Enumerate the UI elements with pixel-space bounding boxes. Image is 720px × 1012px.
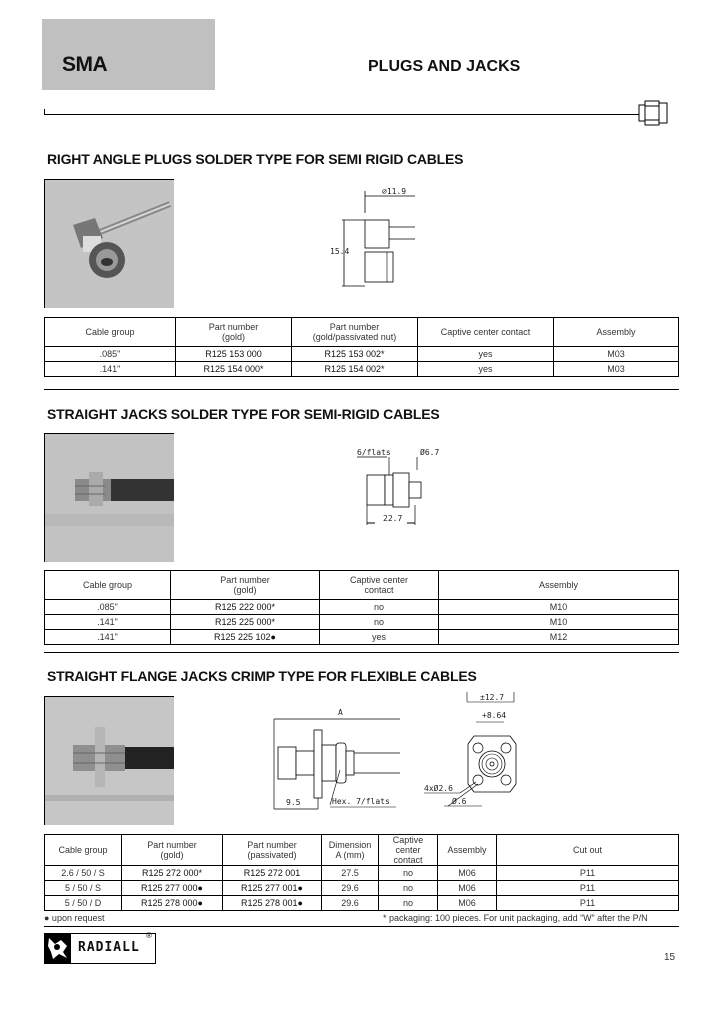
cell-part-number: R125 225 000* <box>171 615 320 630</box>
cell-dimension: 27.5 <box>322 866 379 881</box>
col-cable-group: Cable group <box>45 835 122 866</box>
cell-cut-out: P11 <box>497 881 679 896</box>
cell-captive: no <box>320 600 439 615</box>
cell-cable-group: .085" <box>45 347 176 362</box>
table-row <box>45 881 679 896</box>
col-assembly: Assembly <box>439 571 679 600</box>
cell-part-number: R125 154 002* <box>292 362 418 377</box>
header-rule <box>44 114 639 115</box>
col-cut-out: Cut out <box>497 835 679 866</box>
col-part-number-gold: Part number (gold) <box>176 318 292 347</box>
table-flange-jacks <box>44 834 679 911</box>
svg-text:15.4: 15.4 <box>330 247 350 256</box>
cell-cable-group: .141" <box>45 630 171 645</box>
cell-assembly: M12 <box>439 630 679 645</box>
cell-captive: yes <box>320 630 439 645</box>
table-row <box>45 866 679 881</box>
cell-cable-group: .085" <box>45 600 171 615</box>
section-divider <box>44 652 679 653</box>
page-number: 15 <box>664 952 676 963</box>
footnote-upon-request: ● upon request <box>44 913 105 923</box>
cell-part-number: R125 277 001● <box>223 881 322 896</box>
col-part-number-gold: Part number (gold) <box>122 835 223 866</box>
cell-assembly: M06 <box>438 866 497 881</box>
cell-assembly: M06 <box>438 881 497 896</box>
cell-part-number: R125 272 001 <box>223 866 322 881</box>
col-assembly: Assembly <box>438 835 497 866</box>
table-row <box>45 347 679 362</box>
cell-assembly: M03 <box>554 347 679 362</box>
col-captive-contact: Captive center contact <box>418 318 554 347</box>
photo-flange-jack <box>44 696 174 825</box>
brand-label: SMA <box>62 53 108 76</box>
cell-captive: no <box>379 881 438 896</box>
svg-text:Hex. 7/flats: Hex. 7/flats <box>332 797 390 806</box>
table-header-row <box>45 835 679 866</box>
cell-cable-group: 5 / 50 / D <box>45 896 122 911</box>
svg-text:Ø.6: Ø.6 <box>452 797 467 806</box>
svg-text:±12.7: ±12.7 <box>480 693 505 702</box>
table-straight-jacks <box>44 570 679 645</box>
table-row <box>45 896 679 911</box>
svg-text:⌀11.9: ⌀11.9 <box>382 187 407 196</box>
cell-assembly: M10 <box>439 600 679 615</box>
cell-part-number: R125 278 000● <box>122 896 223 911</box>
registered-mark: ® <box>146 931 152 940</box>
table-header-row <box>45 318 679 347</box>
drawing-flange-jack-front <box>420 688 530 808</box>
col-cable-group: Cable group <box>45 571 171 600</box>
col-part-number-gold: Part number (gold) <box>171 571 320 600</box>
cell-part-number: R125 272 000* <box>122 866 223 881</box>
cell-assembly: M03 <box>554 362 679 377</box>
svg-text:22.7: 22.7 <box>383 514 403 523</box>
table-row <box>45 600 679 615</box>
page-title: PLUGS AND JACKS <box>368 58 521 75</box>
col-captive-contact: Captive center contact <box>320 571 439 600</box>
cell-captive: no <box>320 615 439 630</box>
section-divider <box>44 389 679 390</box>
cell-dimension: 29.6 <box>322 896 379 911</box>
svg-text:+8.64: +8.64 <box>482 711 507 720</box>
table-row <box>45 615 679 630</box>
section-title-straight-jacks: STRAIGHT JACKS SOLDER TYPE FOR SEMI-RIGID CABLES <box>47 406 440 422</box>
cell-part-number: R125 225 102● <box>171 630 320 645</box>
radiall-logo <box>44 933 156 964</box>
table-row <box>45 630 679 645</box>
col-captive-contact: Captive center contact <box>379 835 438 866</box>
footnote-packaging: * packaging: 100 pieces. For unit packaging, add “W” after the P/N <box>383 913 648 923</box>
svg-text:A: A <box>338 708 343 717</box>
cell-part-number: R125 153 000 <box>176 347 292 362</box>
cell-captive: no <box>379 896 438 911</box>
svg-text:6/flats: 6/flats <box>357 448 391 457</box>
svg-text:4xØ2.6: 4xØ2.6 <box>424 784 453 793</box>
cell-captive: no <box>379 866 438 881</box>
table-right-angle-plugs <box>44 317 679 377</box>
svg-text:Ø6.7: Ø6.7 <box>420 448 440 457</box>
cell-part-number: R125 278 001● <box>223 896 322 911</box>
col-part-number-passivated: Part number (passivated) <box>223 835 322 866</box>
cell-assembly: M10 <box>439 615 679 630</box>
col-part-number-gold-passivated: Part number (gold/passivated nut) <box>292 318 418 347</box>
photo-right-angle-plug <box>44 179 174 308</box>
radiall-logo-mark-icon <box>45 934 71 963</box>
photo-straight-jack <box>44 433 174 562</box>
cell-part-number: R125 154 000* <box>176 362 292 377</box>
section-title-right-angle-plugs: RIGHT ANGLE PLUGS SOLDER TYPE FOR SEMI RIGID CABLES <box>47 151 464 167</box>
cell-cut-out: P11 <box>497 896 679 911</box>
cell-cable-group: 2.6 / 50 / S <box>45 866 122 881</box>
sma-plug-icon <box>638 99 676 129</box>
cell-part-number: R125 277 000● <box>122 881 223 896</box>
col-dimension-a: Dimension A (mm) <box>322 835 379 866</box>
cell-dimension: 29.6 <box>322 881 379 896</box>
cell-cut-out: P11 <box>497 866 679 881</box>
cell-part-number: R125 222 000* <box>171 600 320 615</box>
drawing-straight-jack <box>355 445 455 530</box>
drawing-right-angle-plug <box>330 183 440 293</box>
footer-rule <box>44 926 679 927</box>
section-title-flange-jacks: STRAIGHT FLANGE JACKS CRIMP TYPE FOR FLEXIBLE CABLES <box>47 668 477 684</box>
cell-part-number: R125 153 002* <box>292 347 418 362</box>
cell-assembly: M06 <box>438 896 497 911</box>
col-assembly: Assembly <box>554 318 679 347</box>
svg-text:9.5: 9.5 <box>286 798 301 807</box>
cell-captive: yes <box>418 362 554 377</box>
cell-captive: yes <box>418 347 554 362</box>
col-cable-group: Cable group <box>45 318 176 347</box>
table-row <box>45 362 679 377</box>
table-header-row <box>45 571 679 600</box>
cell-cable-group: 5 / 50 / S <box>45 881 122 896</box>
cell-cable-group: .141" <box>45 615 171 630</box>
radiall-logo-text: RADIALL <box>78 940 140 955</box>
drawing-flange-jack-side <box>270 705 410 815</box>
cell-cable-group: .141" <box>45 362 176 377</box>
